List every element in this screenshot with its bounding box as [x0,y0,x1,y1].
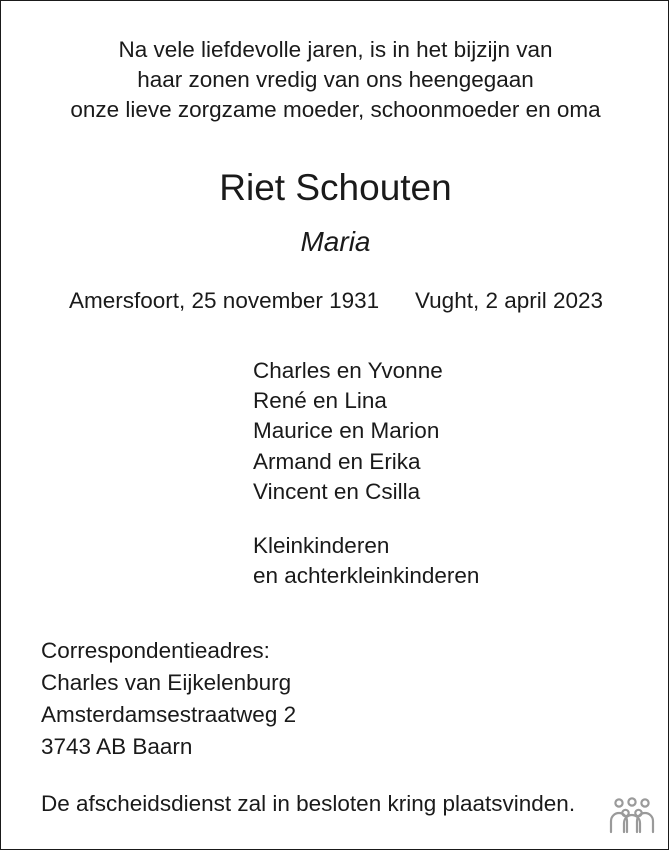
intro-line: Na vele liefdevolle jaren, is in het bijzijn van [118,37,553,62]
family-logo-icon [607,797,657,835]
grandchildren-line: Kleinkinderen [253,533,390,558]
correspondence-address [41,635,296,763]
family-member: Maurice en Marion [253,418,440,444]
birth-place-date: Amersfoort, 25 november 1931 [69,288,380,313]
death-place-date: Vught, 2 april 2023 [415,288,604,313]
grandchildren-block [253,531,479,591]
family-member: René en Lina [253,388,387,414]
intro-text [1,35,669,125]
family-member: Charles en Yvonne [253,358,443,383]
intro-line: haar zonen vredig van ons heengegaan [137,67,534,92]
family-member: Vincent en Csilla [253,478,421,504]
correspondence-name: Charles van Eijkelenburg [41,670,292,695]
intro-line: onze lieve zorgzame moeder, schoonmoeder en oma [70,97,601,122]
service-note: De afscheidsdienst zal in besloten kring plaatsvinden. [41,791,576,816]
deceased-name: Riet Schouten [219,167,452,208]
correspondence-heading: Correspondentieadres: [41,638,270,663]
family-list [253,356,443,507]
family-member: Armand en Erika [253,448,421,474]
correspondence-city: 3743 AB Baarn [41,734,193,759]
correspondence-street: Amsterdamsestraatweg 2 [41,702,297,727]
grandchildren-line: en achterkleinkinderen [253,563,480,588]
deceased-given-name: Maria [300,226,371,257]
